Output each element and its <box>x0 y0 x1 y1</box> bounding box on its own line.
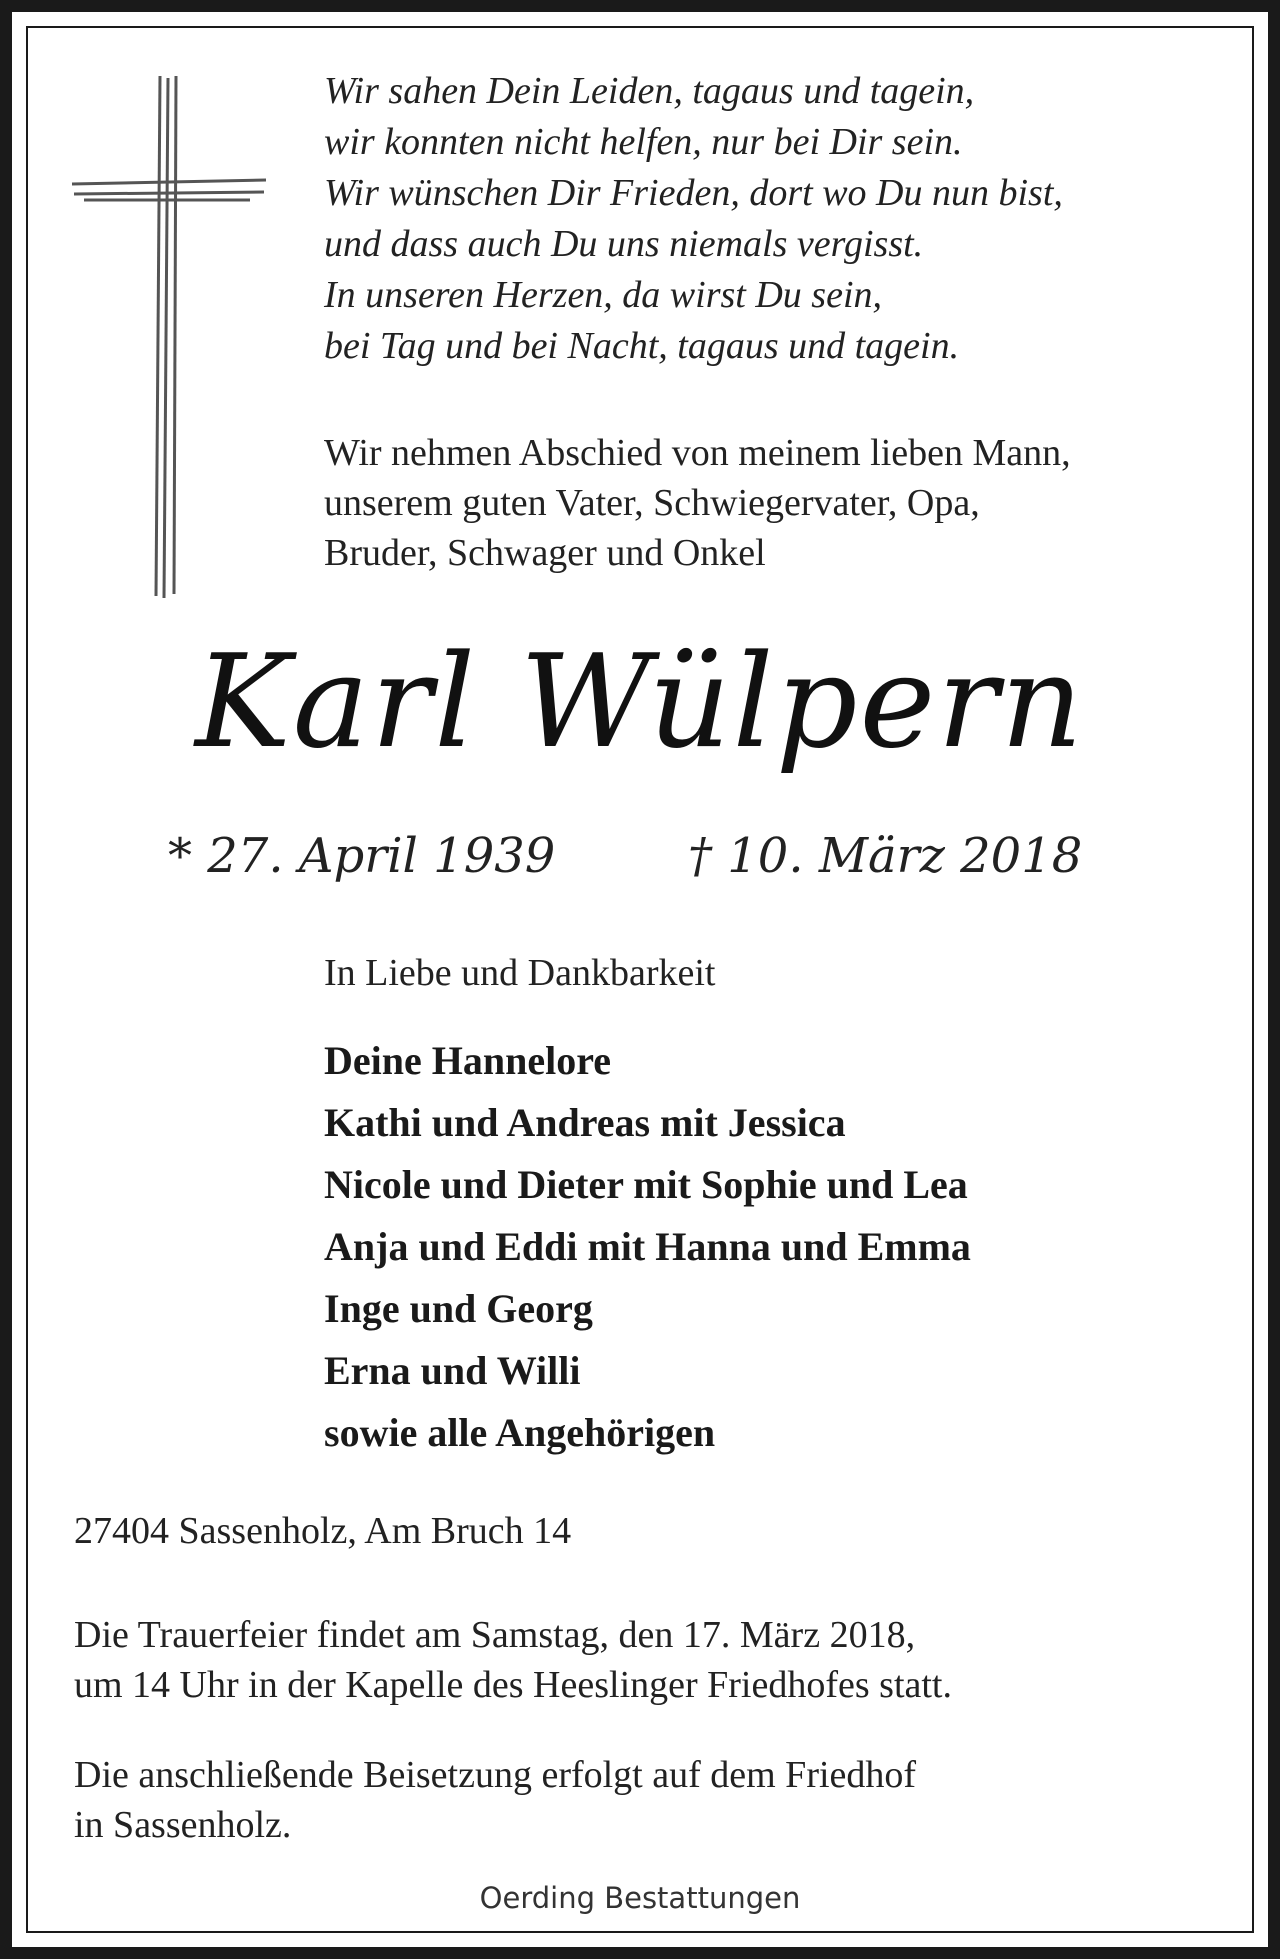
birth-date: * 27. April 1939 <box>168 828 556 884</box>
ceremony-line: Die Trauerfeier findet am Samstag, den 17. März 2018, <box>74 1614 916 1656</box>
poem-line: bei Tag und bei Nacht, tagaus und tagein. <box>324 325 960 367</box>
poem-line: und dass auch Du uns niemals vergisst. <box>324 223 924 265</box>
deceased-name: Karl Wülpern <box>195 628 1085 777</box>
ceremony-notice <box>74 1610 1224 1710</box>
poem-line: In unseren Herzen, da wirst Du sein, <box>324 274 882 316</box>
intro-line: Bruder, Schwager und Onkel <box>324 532 766 574</box>
mourner-name: sowie alle Angehörigen <box>324 1410 716 1455</box>
mourner-name: Anja und Eddi mit Hanna und Emma <box>324 1224 971 1269</box>
mourners-list <box>324 1030 1224 1464</box>
mourners-intro: In Liebe und Dankbarkeit <box>324 952 716 994</box>
mourner-name: Erna und Willi <box>324 1348 581 1393</box>
poem-line: wir konnten nicht helfen, nur bei Dir sein. <box>324 121 963 163</box>
undertaker-name: Oerding Bestattungen <box>479 1881 801 1915</box>
mourner-name: Kathi und Andreas mit Jessica <box>324 1100 846 1145</box>
burial-line: Die anschließende Beisetzung erfolgt auf dem Friedhof <box>74 1754 917 1796</box>
poem-line: Wir wünschen Dir Frieden, dort wo Du nun bist, <box>324 172 1063 214</box>
mourner-name: Inge und Georg <box>324 1286 593 1331</box>
burial-notice <box>74 1750 1224 1850</box>
intro-line: unserem guten Vater, Schwiegervater, Opa, <box>324 482 980 524</box>
poem-line: Wir sahen Dein Leiden, tagaus und tagein, <box>324 70 975 112</box>
mourner-name: Deine Hannelore <box>324 1038 612 1083</box>
burial-line: in Sassenholz. <box>74 1804 292 1846</box>
cross-icon <box>70 76 266 600</box>
poem <box>324 66 1224 372</box>
farewell-intro <box>324 428 1224 578</box>
death-date: † 10. März 2018 <box>688 828 1083 884</box>
intro-line: Wir nehmen Abschied von meinem lieben Mann, <box>324 432 1071 474</box>
ceremony-line: um 14 Uhr in der Kapelle des Heeslinger Friedhofes statt. <box>74 1664 952 1706</box>
mourner-name: Nicole und Dieter mit Sophie und Lea <box>324 1162 968 1207</box>
address: 27404 Sassenholz, Am Bruch 14 <box>74 1510 572 1552</box>
